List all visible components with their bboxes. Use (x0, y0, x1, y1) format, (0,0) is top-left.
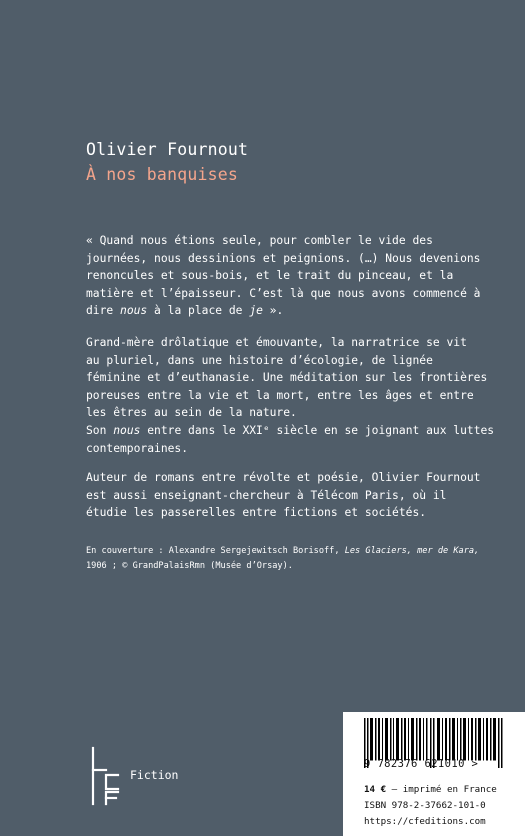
blurb-line: féminine et d’euthanasie. Une méditation sur les frontières (86, 371, 488, 385)
blurb-line: dire nous à la place de je ». (86, 304, 284, 318)
author-bio (86, 469, 486, 522)
blurb-line: « Quand nous étions seule, pour combler le vide des (86, 234, 433, 247)
blurb-line: les êtres au sein de la nature. (86, 406, 297, 420)
blurb-paragraph-2 (86, 334, 495, 457)
blurb-line: journées, nous dessinions et peignions. (…) Nous devenions (86, 251, 481, 265)
barcode-digits: 9 782376 621010 > (364, 758, 479, 770)
blurb-line: au pluriel, dans une histoire d’écologie, de lignée (86, 353, 433, 367)
blurb-line: renoncules et sous-bois, et le trait du pinceau, et la (86, 269, 454, 283)
isbn-number: ISBN 978-2-37662-101-0 (364, 800, 486, 811)
blurb-line: matière et l’épaisseur. C’est là que nous avons commencé à (86, 286, 481, 300)
blurb-line: contemporaines. (86, 441, 189, 455)
collection-label: Fiction (130, 768, 179, 782)
blurb-paragraph-1 (86, 232, 486, 320)
price-line: 14 € – imprimé en France (364, 784, 497, 795)
book-title: À nos banquises (86, 165, 239, 184)
blurb-line: Grand-mère drôlatique et émouvante, la narratrice se vit (86, 336, 467, 349)
author-name: Olivier Fournout (86, 140, 249, 159)
bio-line: Auteur de romans entre révolte et poésie, Olivier Fournout (86, 471, 481, 484)
blurb-line: Son nous entre dans le XXIᵉ siècle en se joignant aux luttes (86, 423, 495, 437)
barcode-panel (343, 712, 525, 836)
bio-line: est aussi enseignant-chercheur à Télécom Paris, où il (86, 488, 447, 502)
cf-editions-logo-icon (84, 746, 124, 806)
blurb-line: poreuses entre la vie et la mort, entre les âges et entre (86, 388, 474, 402)
cover-credit: En couverture : Alexandre Sergejewitsch Borisoff, Les Glaciers, mer de Kara, 1906 ; © GrandPalaisRmn (Musée d’Orsay). (86, 546, 480, 571)
bio-line: étudie les passerelles entre fictions et sociétés. (86, 506, 427, 520)
publisher-url[interactable]: https://cfeditions.com (364, 816, 486, 827)
